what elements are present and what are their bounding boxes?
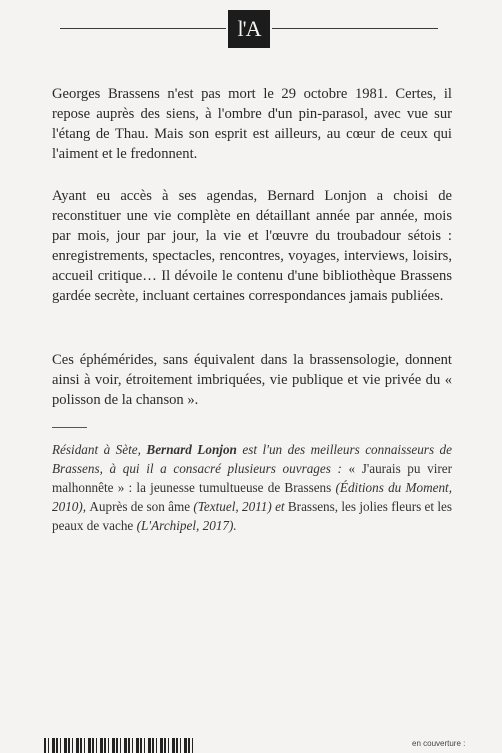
author-bio [52,440,452,535]
publisher-logo-text: l'A [237,16,261,41]
paragraph-3 [52,350,452,410]
logo-rule-right [272,28,438,29]
bio-publisher-2: (Textuel, 2011) et [190,499,288,514]
paragraph-2-text: Ayant eu accès à ses agendas, Bernard Lonjon a choisi de reconstituer une vie complète en détaillant année par année, mois par mois, jour par jour, la vie et l'œuvre du troubadour sétois : enregistrements, spectacles, rencontres, voyages, interviews, loisirs, accueil critique… Il dévoile le contenu d'une bibliothèque Brassens gardée secrète, incluant certaines correspondances jamais publiées. [52,188,452,304]
bio-author-name: Bernard Lonjon [146,442,237,457]
bio-intro: Résidant à Sète, [52,442,147,457]
bio-mid: est l'un des meilleurs connaisseurs de Brassens, à qui il a consacré plusieurs ouvrages : [52,442,452,476]
section-divider [52,427,87,428]
cover-credit: en couverture : [412,739,466,748]
logo-rule-left [60,28,226,29]
paragraph-2 [52,186,452,306]
paragraph-3-text: Ces éphémérides, sans équivalent dans la brassensologie, donnent ainsi à voir, étroitement imbriquées, vie publique et vie privée du « polisson de la chanson ». [52,352,452,408]
bio-book-3: Brassens, les jolies fleurs et les peaux de vache [52,499,452,533]
bio-book-2: Auprès de son âme [89,499,191,514]
paragraph-1-text: Georges Brassens n'est pas mort le 29 octobre 1981. Certes, il repose auprès des siens, à l'ombre d'un pin-parasol, avec vue sur l'étang de Thau. Mais son esprit est ailleurs, au cœur de ceux qui l'aiment et le fredonnent. [52,86,452,162]
bio-publisher-3: (L'Archipel, 2017). [133,518,237,533]
bio-book-1: « J'aurais pu virer malhonnête » : la jeunesse tumultueuse de Brassens [52,461,453,495]
bio-publisher-1: (Éditions du Moment, 2010), [52,480,452,514]
paragraph-1 [52,84,452,164]
publisher-logo [228,10,270,48]
barcode [44,738,194,753]
